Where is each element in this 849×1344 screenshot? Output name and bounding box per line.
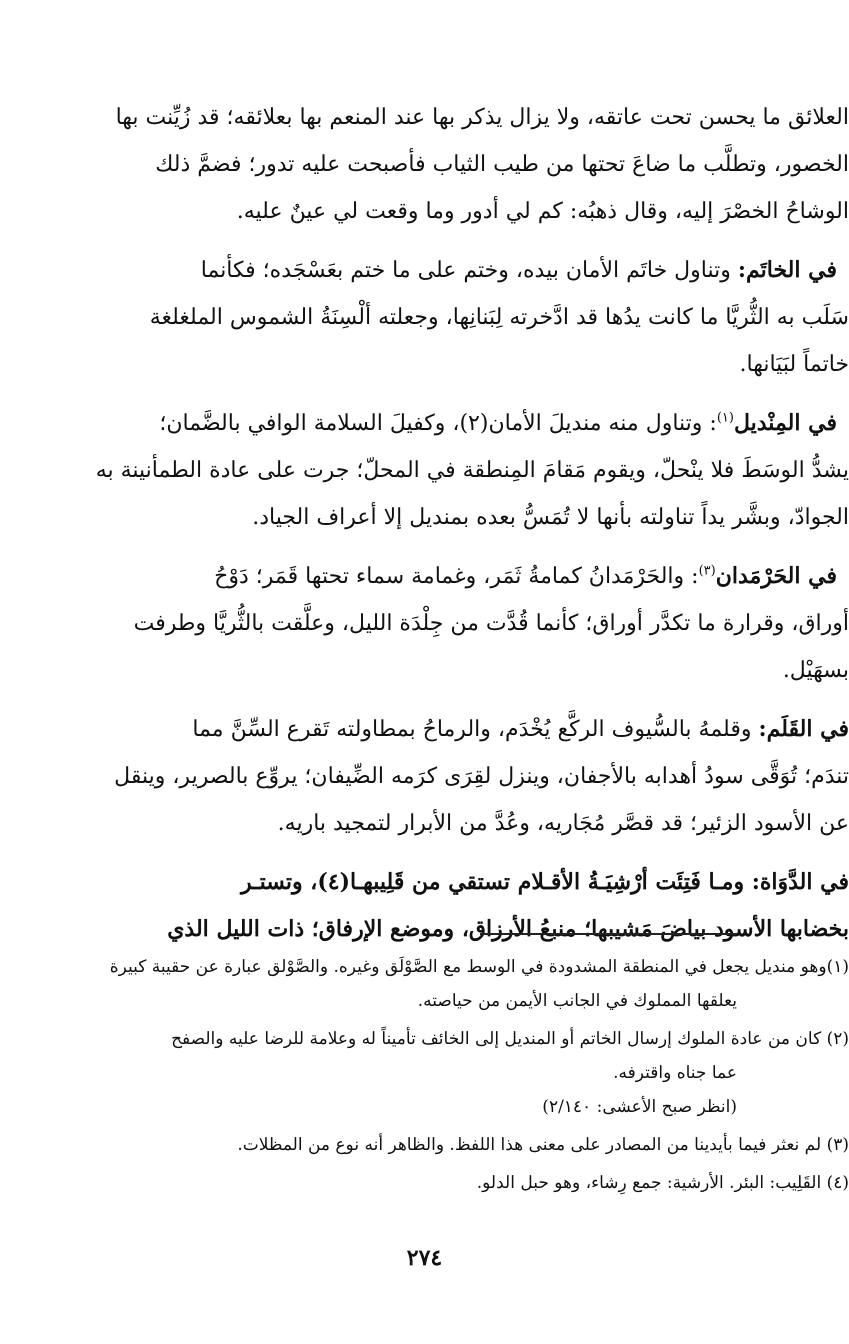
text-line: أوراق، وقرارة ما تكدَّر أوراق؛ كأنما قُدَّت من جِلْدَة الليل، وعلَّقت بالثُّريَّا وطرفت: [133, 611, 849, 636]
section-heading: في الخاتَم:: [737, 257, 837, 283]
text-line: سَلَب به الثُّريَّا ما كانت يدُها قد ادَّخرته لِبَنانِها، وجعلته ألْسِنَةُ الشموس الملغلغة: [149, 305, 849, 330]
main-text: [0, 94, 849, 953]
paragraph: [0, 553, 849, 694]
text-run: ومـا فَتِئَت أرْشِيَـةُ الأقـلام تستقي من قَلِيبهـا(٤)، وتستـر: [240, 869, 752, 895]
section-heading: في الدَّوَاة:: [751, 869, 849, 895]
text-line: [0, 400, 849, 447]
text-run: وتناول خاتَم الأمان بيده، وختم على ما ختم بعَسْجَده؛ فكأنما: [200, 258, 738, 283]
footnote: [0, 950, 849, 1018]
text-line: يشدُّ الوسَطَ فلا ينْحلّ، ويقوم مَقامَ المِنطقة في المحلّ؛ جرت على عادة الطمأنينة به: [95, 458, 849, 483]
text-line: بسهَيْل.: [782, 658, 849, 683]
text-line: عن الأسود الزئير؛ قد قصَّر مُجَاريه، وعُدَّ من الأبرار لتمجيد باريه.: [277, 811, 849, 836]
footnote-marker: (١): [716, 410, 734, 426]
paragraph: [0, 247, 849, 388]
text-line: الجوادّ، وبشَّر يداً تناولته بأنها لا تُمَسُّ بعده بمنديل إلا أعراف الجياد.: [252, 505, 849, 530]
text-run: : والحَرْمَدانُ كمامةُ ثَمَر، وغمامة سماء تحتها قَمَر؛ دَوْحُ: [214, 564, 699, 589]
text-line: بخضابها الأسود بياضَ مَشيبها؛ منبعُ الأرزاق، وموضع الإرفاق؛ ذات الليل الذي: [167, 916, 849, 942]
footnote: [0, 1128, 849, 1162]
text-run: وقلمهُ بالسُّيوف الركَّع يُخْدَم، والرماحُ بمطاولته تَقرع السِّنَّ مما: [192, 717, 759, 742]
footnote-line: يعلقها المملوك في الجانب الأيمن من حياصته.: [417, 991, 737, 1011]
paragraph: [0, 94, 849, 235]
text-line: [0, 247, 849, 294]
text-line: تندَم؛ تُوَقَّى سودُ أهدابه بالأجفان، وينزل لقِرَى كرَمه الضِّيفان؛ يروِّع بالصرير، وينقل: [114, 764, 849, 789]
footnote: [0, 1166, 849, 1200]
footnote-divider: [480, 933, 737, 935]
text-run: : وتناول منه منديلَ الأمان(٢)، وكفيلَ السلامة الوافي بالضَّمان؛: [159, 411, 717, 436]
paragraph: [0, 400, 849, 541]
text-line: [0, 859, 849, 906]
footnote-line: (١)وهو منديل يجعل في المنطقة المشدودة في الوسط مع الصَّوْلَق وغيره. والصَّوْلق عبارة عن حقيبة كبيرة: [109, 957, 849, 977]
section-heading: في القَلَم:: [758, 716, 849, 742]
text-line: العلائق ما يحسن تحت عاتقه، ولا يزال يذكر بها عند المنعم بها بعلائقه؛ قد زُيِّنت بها: [115, 105, 849, 130]
text-line: [0, 706, 849, 753]
footnote-line: (٤) القَلِيب: البئر. الأرشية: جمع رِشاء، وهو حبل الدلو.: [476, 1173, 849, 1193]
section-heading: في الحَرْمَدان: [715, 563, 837, 589]
paragraph: [0, 706, 849, 847]
footnote-line: عما جناه واقترفه.: [613, 1063, 737, 1083]
footnote-line: (انظر صبح الأعشى: ٢/١٤٠): [542, 1097, 737, 1117]
footnotes: [0, 950, 849, 1200]
footnote: [0, 1022, 849, 1124]
paragraph: [0, 859, 849, 953]
text-line: الوشاحُ الخصْرَ إليه، وقال ذهبُه: كم لي أدور وما وقعت لي عينٌ عليه.: [236, 199, 849, 224]
section-heading: في المِنْديل: [733, 410, 837, 436]
footnote-line: (٢) كان من عادة الملوك إرسال الخاتم أو المنديل إلى الخائف تأميناً له وعلامة للرضا عليه والصفح: [171, 1029, 849, 1049]
text-line: الخصور، وتطلَّب ما ضاعَ تحتها من طيب الثياب فأصبحت عليه تدور؛ فضمَّ ذلك: [155, 152, 849, 177]
text-line: [0, 553, 849, 600]
footnote-marker: (٣): [698, 563, 716, 579]
text-line: خاتماً لبَيَانها.: [739, 352, 849, 377]
footnote-line: (٣) لم نعثر فيما بأيدينا من المصادر على معنى هذا اللفظ. والظاهر أنه نوع من المظلات.: [237, 1135, 849, 1155]
page-number: ٢٧٤: [406, 1245, 443, 1271]
